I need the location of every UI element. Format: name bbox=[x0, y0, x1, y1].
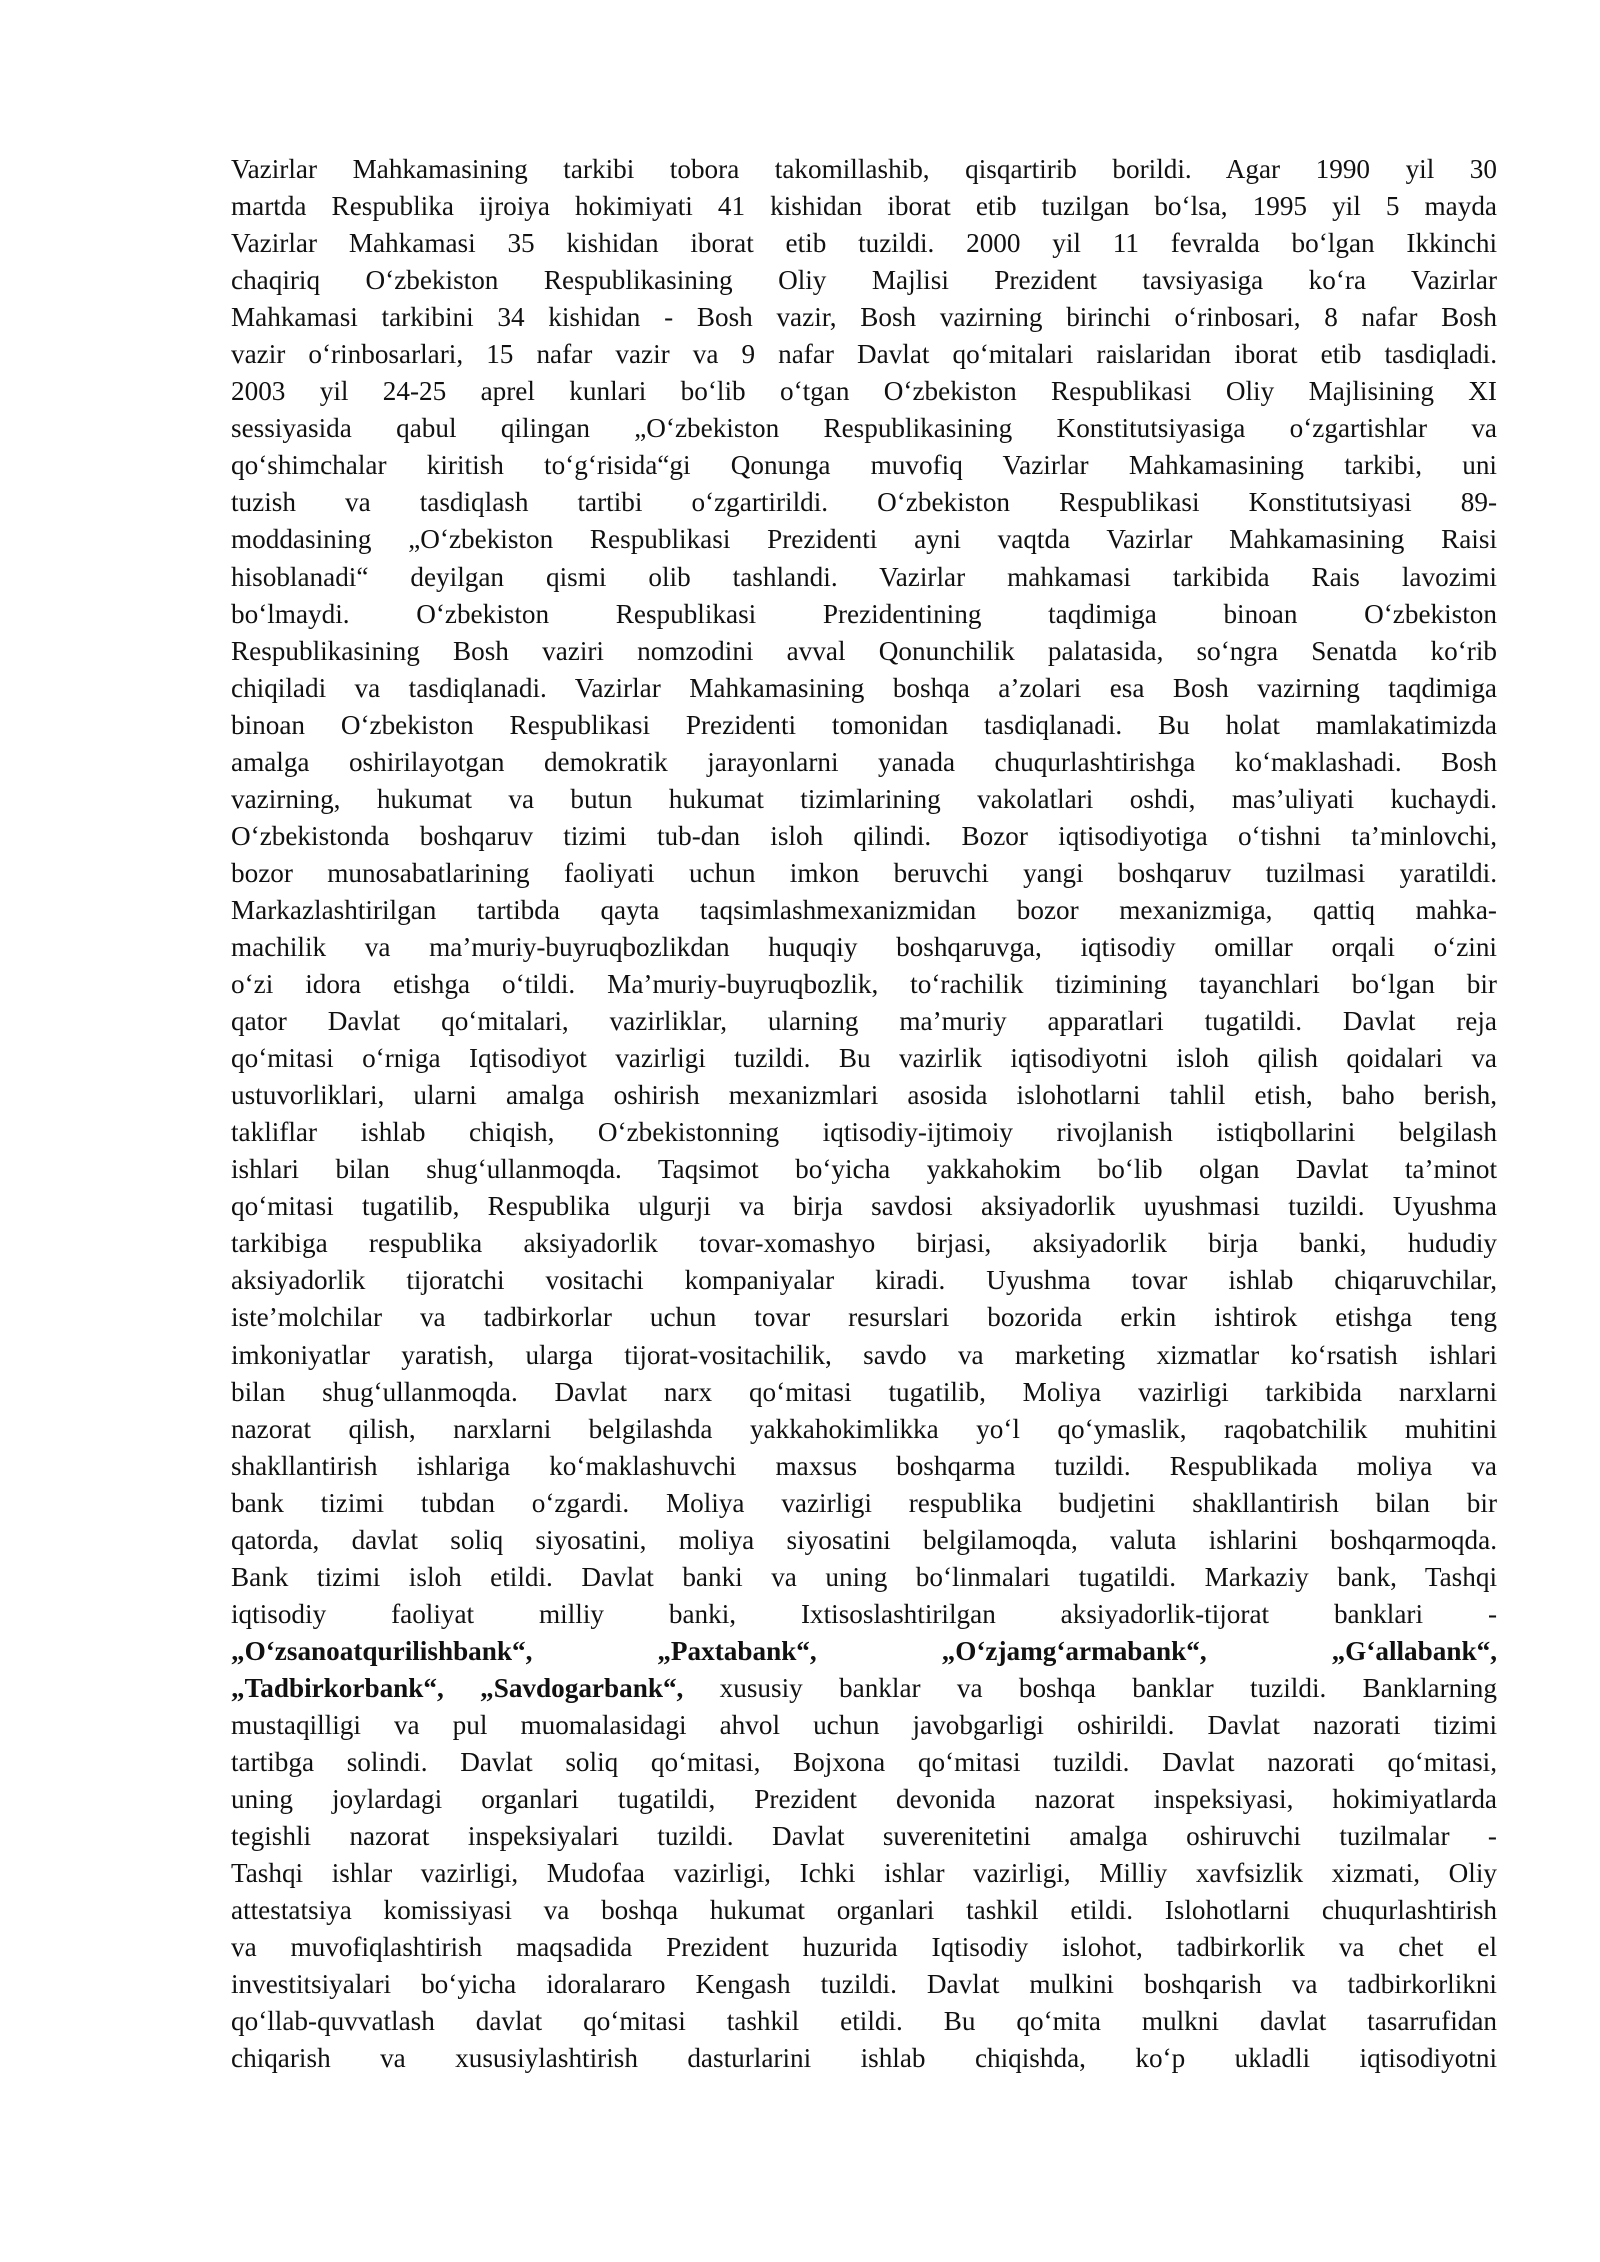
text-line: Respublikasining Bosh vaziri nomzodini avval Qonunchilik palatasida, so‘ngra Senatda ko‘rib bbox=[231, 635, 1497, 666]
text-line: takliflar ishlab chiqish, O‘zbekistonning iqtisodiy-ijtimoiy rivojlanish istiqbollarini belgilash bbox=[231, 1117, 1497, 1148]
text-line: hisoblanadi“ deyilgan qismi olib tashlandi. Vazirlar mahkamasi tarkibida Rais lavozimi bbox=[231, 561, 1497, 592]
text-line: tuzish va tasdiqlash tartibi o‘zgartirildi. O‘zbekiston Respublikasi Konstitutsiyasi 89- bbox=[231, 487, 1497, 518]
text-line: chaqiriq O‘zbekiston Respublikasining Oliy Majlisi Prezident tavsiyasiga ko‘ra Vazirlar bbox=[231, 265, 1497, 296]
text-line: Vazirlar Mahkamasining tarkibi tobora takomillashib, qisqartirib borildi. Agar 1990 yil 30 bbox=[231, 154, 1497, 184]
text-line: chiqarish va xususiylashtirish dasturlarini ishlab chiqishda, ko‘p ukladli iqtisodiyotni bbox=[231, 2043, 1497, 2074]
text-line: qo‘shimchalar kiritish to‘g‘risida“gi Qonunga muvofiq Vazirlar Mahkamasining tarkibi, uni bbox=[231, 450, 1497, 481]
text-line: qator Davlat qo‘mitalari, vazirliklar, ularning ma’muriy apparatlari tugatildi. Davlat reja bbox=[231, 1006, 1497, 1037]
text-line: tegishli nazorat inspeksiyalari tuzildi. Davlat suverenitetini amalga oshiruvchi tuzilmalar - bbox=[231, 1821, 1497, 1852]
text-line: mustaqilligi va pul muomalasidagi ahvol uchun javobgarligi oshirildi. Davlat nazorati tizimi bbox=[231, 1709, 1497, 1740]
text-line: ustuvorliklari, ularni amalga oshirish mexanizmlari asosida islohotlarni tahlil etish, baho berish, bbox=[231, 1080, 1497, 1111]
text-line: bozor munosabatlarining faoliyati uchun imkon beruvchi yangi boshqaruv tuzilmasi yaratildi. bbox=[231, 857, 1497, 888]
text-line: 2003 yil 24-25 aprel kunlari bo‘lib o‘tgan O‘zbekiston Respublikasi Oliy Majlisining XI bbox=[231, 376, 1497, 407]
text-line: imkoniyatlar yaratish, ularga tijorat-vositachilik, savdo va marketing xizmatlar ko‘rsatish ishlari bbox=[231, 1339, 1497, 1370]
document-body bbox=[231, 151, 1497, 2077]
text-line: uning joylardagi organlari tugatildi, Prezident devonida nazorat inspeksiyasi, hokimiyatlarda bbox=[231, 1784, 1497, 1815]
text-line: iqtisodiy faoliyat milliy banki, Ixtisoslashtirilgan aksiyadorlik-tijorat banklari - bbox=[231, 1598, 1497, 1629]
text-line: binoan O‘zbekiston Respublikasi Prezidenti tomonidan tasdiqlanadi. Bu holat mamlakatimizda bbox=[231, 709, 1497, 740]
text-line: chiqiladi va tasdiqlanadi. Vazirlar Mahkamasining boshqa a’zolari esa Bosh vazirning taqdimiga bbox=[231, 672, 1497, 703]
text-line: ishlari bilan shug‘ullanmoqda. Taqsimot bo‘yicha yakkahokim bo‘lib olgan Davlat ta’minot bbox=[231, 1154, 1497, 1185]
text-line: qo‘llab-quvvatlash davlat qo‘mitasi tashkil etildi. Bu qo‘mita mulkni davlat tasarrufidan bbox=[231, 2006, 1497, 2037]
text-line: tartibga solindi. Davlat soliq qo‘mitasi, Bojxona qo‘mitasi tuzildi. Davlat nazorati qo‘mitasi, bbox=[231, 1747, 1497, 1778]
text-line: qo‘mitasi o‘rniga Iqtisodiyot vazirligi tuzildi. Bu vazirlik iqtisodiyotni isloh qilish qoidalari va bbox=[231, 1043, 1497, 1074]
text-line: Mahkamasi tarkibini 34 kishidan - Bosh vazir, Bosh vazirning birinchi o‘rinbosari, 8 nafar Bosh bbox=[231, 302, 1497, 333]
text-line: qatorda, davlat soliq siyosatini, moliya siyosatini belgilamoqda, valuta ishlarini boshqarmoqda. bbox=[231, 1524, 1497, 1555]
text-line: iste’molchilar va tadbirkorlar uchun tovar resurslari bozorida erkin ishtirok etishga teng bbox=[231, 1302, 1497, 1333]
text-line: va muvofiqlashtirish maqsadida Prezident huzurida Iqtisodiy islohot, tadbirkorlik va chet el bbox=[231, 1932, 1497, 1963]
paragraph-lines-bottom bbox=[231, 1707, 1497, 2077]
text-line: nazorat qilish, narxlarni belgilashda yakkahokimlikka yo‘l qo‘ymaslik, raqobatchilik muhitini bbox=[231, 1413, 1497, 1444]
text-line: investitsiyalari bo‘yicha idoralararo Kengash tuzildi. Davlat mulkini boshqarish va tadbirkorlikni bbox=[231, 1969, 1497, 2000]
text-line: sessiyasida qabul qilingan „O‘zbekiston Respublikasining Konstitutsiyasiga o‘zgartishlar va bbox=[231, 413, 1497, 444]
text-line: machilik va ma’muriy-buyruqbozlikdan huquqiy boshqaruvga, iqtisodiy omillar orqali o‘zini bbox=[231, 931, 1497, 962]
text-line: qo‘mitasi tugatilib, Respublika ulgurji va birja savdosi aksiyadorlik uyushmasi tuzildi. Uyushma bbox=[231, 1191, 1497, 1222]
bank-names-rest: xususiy banklar va boshqa banklar tuzildi. Banklarning bbox=[683, 1672, 1497, 1703]
paragraph-lines-top bbox=[231, 151, 1497, 1633]
text-line: vazirning, hukumat va butun hukumat tizimlarining vakolatlari oshdi, mas’uliyati kuchaydi. bbox=[231, 783, 1497, 814]
text-line: martda Respublika ijroiya hokimiyati 41 kishidan iborat etib tuzilgan bo‘lsa, 1995 yil 5 mayda bbox=[231, 191, 1497, 222]
text-line: vazir o‘rinbosarlari, 15 nafar vazir va 9 nafar Davlat qo‘mitalari raislaridan iborat etib tasdiqladi. bbox=[231, 339, 1497, 370]
text-line: bilan shug‘ullanmoqda. Davlat narx qo‘mitasi tugatilib, Moliya vazirligi tarkibida narxlarni bbox=[231, 1376, 1497, 1407]
text-line: amalga oshirilayotgan demokratik jarayonlarni yanada chuqurlashtirishga ko‘maklashadi. Bosh bbox=[231, 746, 1497, 777]
text-line: tarkibiga respublika aksiyadorlik tovar-xomashyo birjasi, aksiyadorlik birja banki, hududiy bbox=[231, 1228, 1497, 1259]
text-line: o‘zi idora etishga o‘tildi. Ma’muriy-buyruqbozlik, to‘rachilik tizimining tayanchlari bo‘lgan bir bbox=[231, 969, 1497, 1000]
bank-names-bold: „Tadbirkorbank“, „Savdogarbank“, bbox=[231, 1672, 684, 1703]
text-line: moddasining „O‘zbekiston Respublikasi Prezidenti ayni vaqtda Vazirlar Mahkamasining Raisi bbox=[231, 524, 1497, 555]
text-line: bo‘lmaydi. O‘zbekiston Respublikasi Prezidentining taqdimiga binoan O‘zbekiston bbox=[231, 598, 1497, 629]
text-line: Vazirlar Mahkamasi 35 kishidan iborat etib tuzildi. 2000 yil 11 fevralda bo‘lgan Ikkinchi bbox=[231, 228, 1497, 259]
bank-names-line-2 bbox=[231, 1670, 1497, 1707]
bank-names-line-1: „O‘zsanoatqurilishbank“, „Paxtabank“, „O‘zjamg‘armabank“, „G‘allabank“, bbox=[231, 1635, 1497, 1666]
text-line: shakllantirish ishlariga ko‘maklashuvchi maxsus boshqarma tuzildi. Respublikada moliya va bbox=[231, 1450, 1497, 1481]
text-line: Tashqi ishlar vazirligi, Mudofaa vazirligi, Ichki ishlar vazirligi, Milliy xavfsizlik xizmati, Oliy bbox=[231, 1858, 1497, 1889]
text-line: Markazlashtirilgan tartibda qayta taqsimlashmexanizmidan bozor mexanizmiga, qattiq mahka- bbox=[231, 894, 1497, 925]
text-line: Bank tizimi isloh etildi. Davlat banki va uning bo‘linmalari tugatildi. Markaziy bank, Tashqi bbox=[231, 1561, 1497, 1592]
text-line: aksiyadorlik tijoratchi vositachi kompaniyalar kiradi. Uyushma tovar ishlab chiqaruvchilar, bbox=[231, 1265, 1497, 1296]
text-line: attestatsiya komissiyasi va boshqa hukumat organlari tashkil etildi. Islohotlarni chuqurlashtirish bbox=[231, 1895, 1497, 1926]
text-line: bank tizimi tubdan o‘zgardi. Moliya vazirligi respublika budjetini shakllantirish bilan bir bbox=[231, 1487, 1497, 1518]
text-line: O‘zbekistonda boshqaruv tizimi tub-dan isloh qilindi. Bozor iqtisodiyotiga o‘tishni ta’minlovchi, bbox=[231, 820, 1497, 851]
